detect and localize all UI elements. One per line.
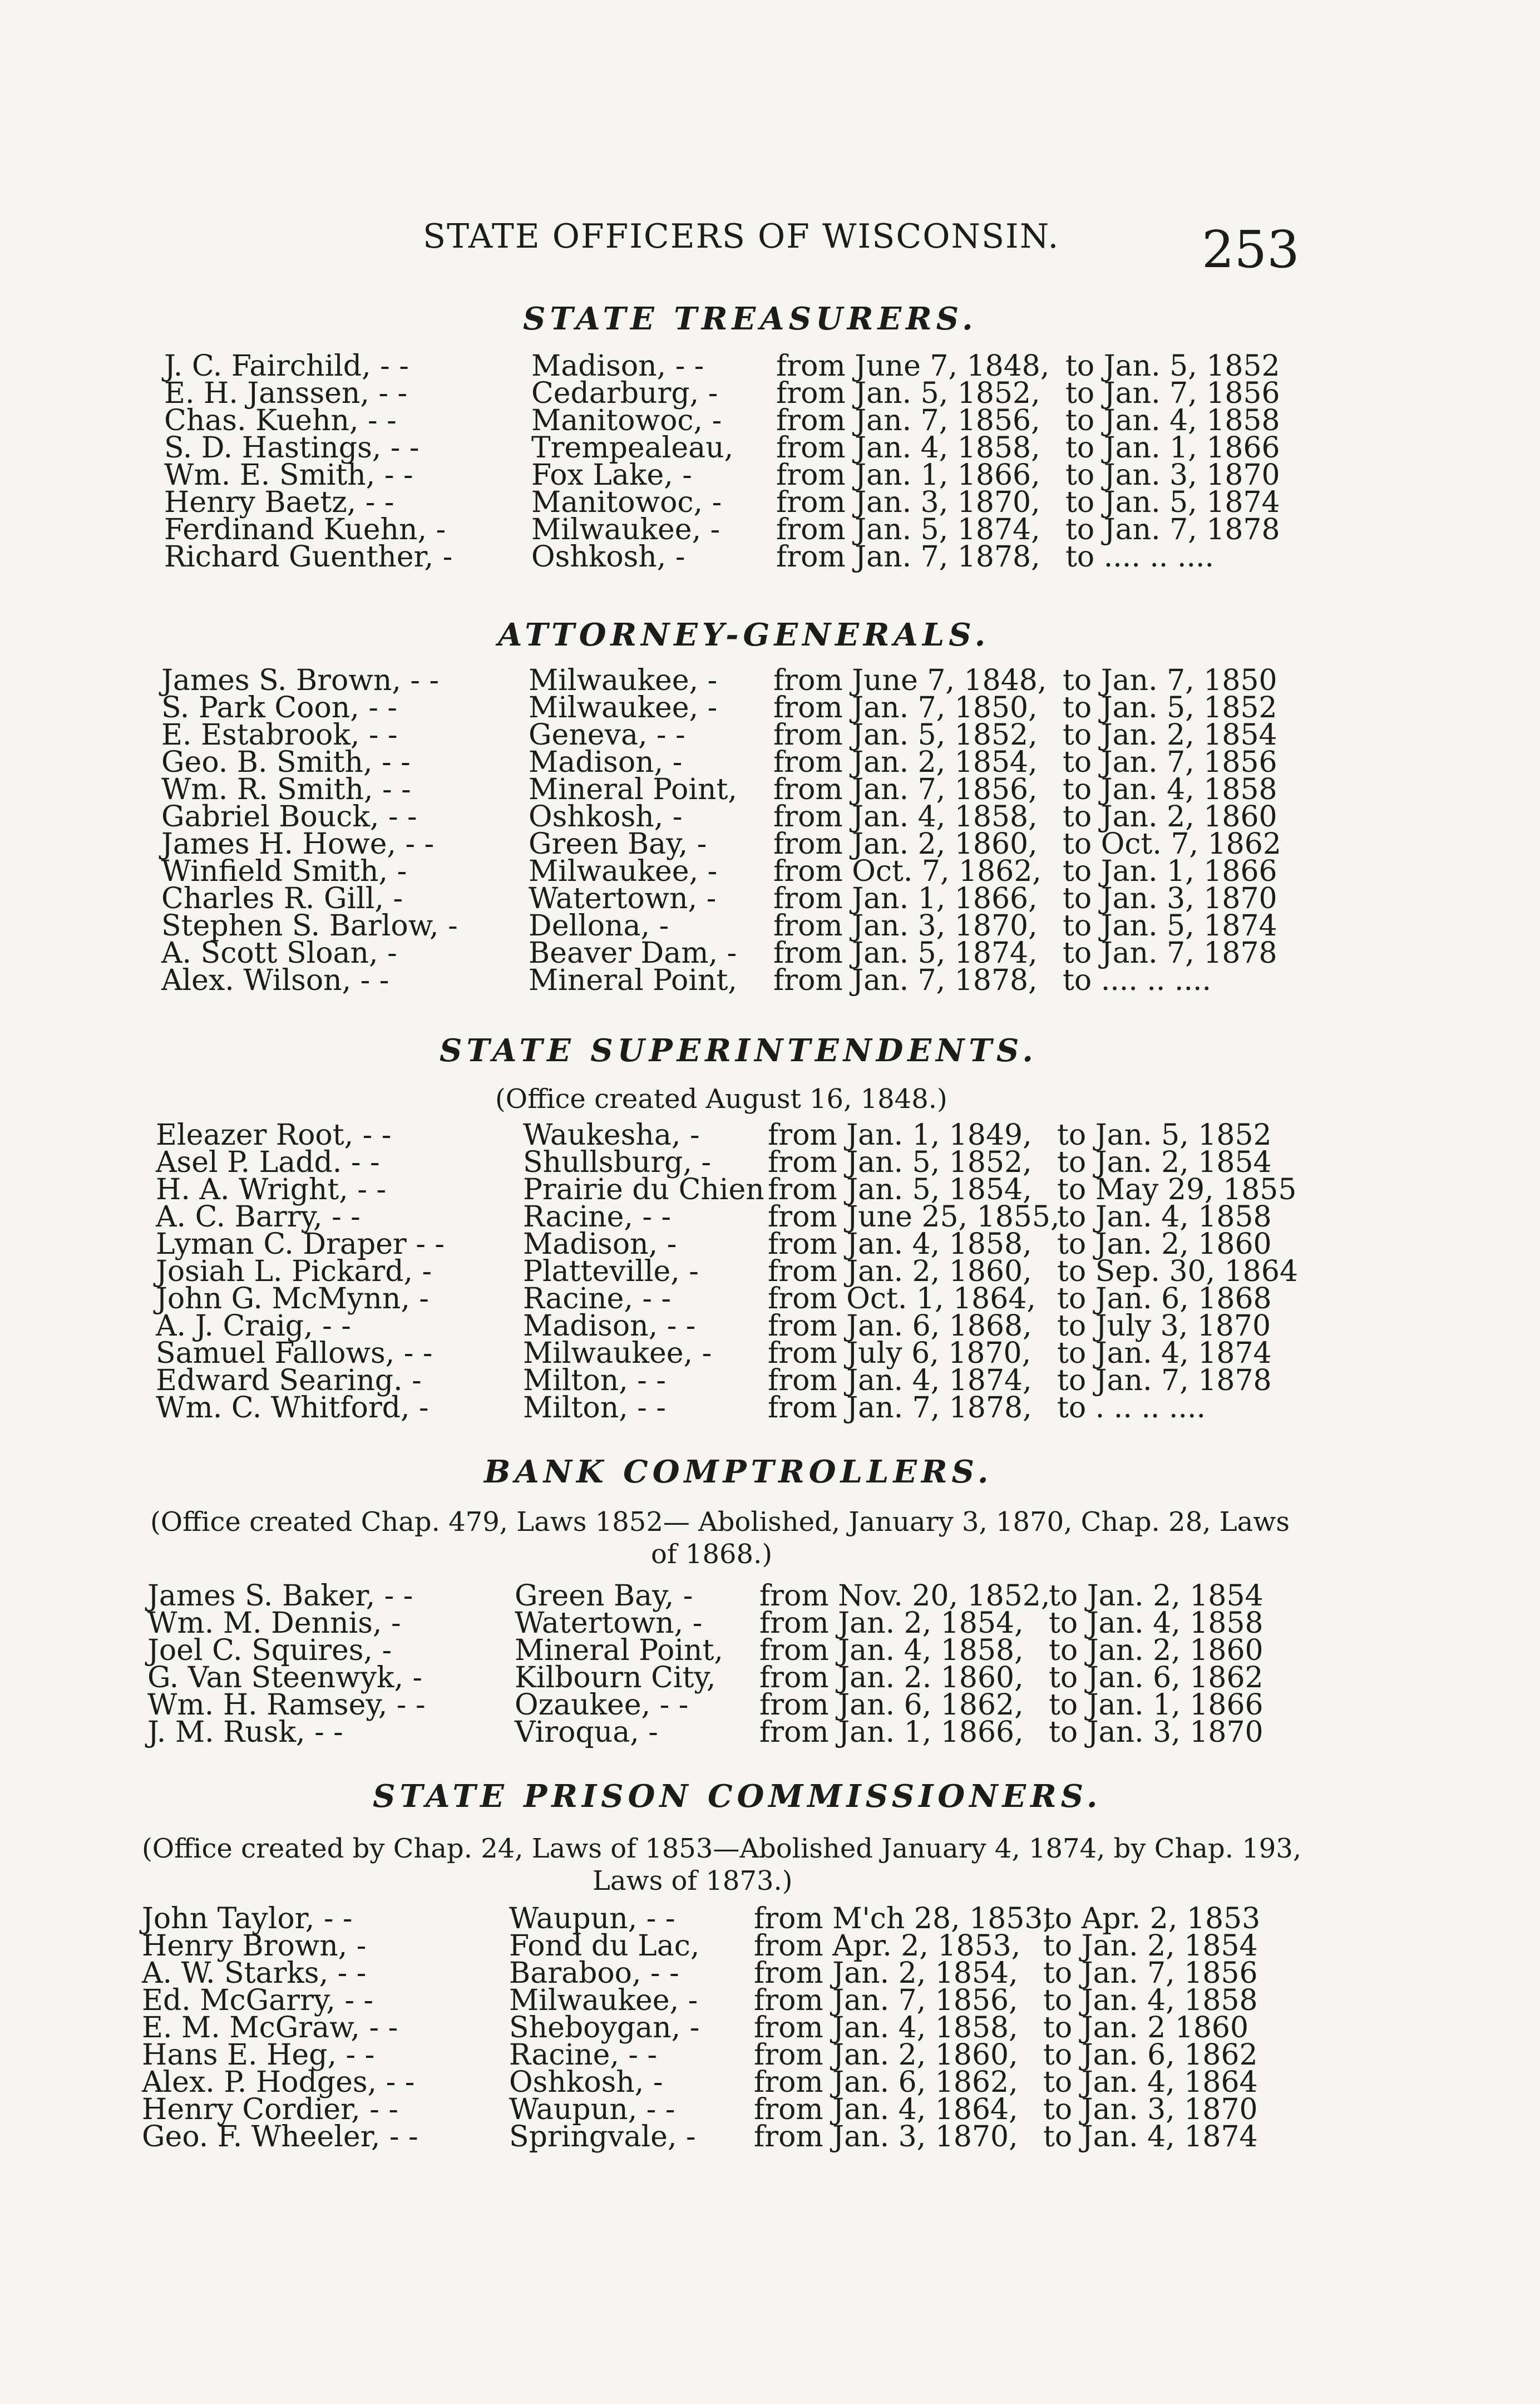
residence: Racine, - - [509,2038,658,2072]
term-end: to Jan. 7, 1856 [1043,1957,1258,1990]
term-start: from Jan. 5, 1852, [768,1146,1032,1179]
officer-name: Wm. E. Smith, - - [164,459,413,492]
term-start: from June 7, 1848, [776,349,1050,383]
term-start: from Jan. 6, 1862, [754,2066,1018,2099]
term-end: to Jan. 4, 1874 [1057,1337,1272,1370]
officer-name: Henry Brown, - [142,1929,367,1963]
term-start: from Jan. 1, 1866, [773,882,1038,915]
term-start: from Jan. 2, 1860, [773,827,1038,861]
prison-note-line2: Laws of 1873.) [593,1865,793,1896]
term-end: to Oct. 7, 1862 [1063,827,1281,861]
term-end: to Jan. 5, 1852 [1065,349,1280,383]
officer-name: Henry Cordier, - - [142,2093,398,2126]
residence: Oshkosh, - [531,540,685,574]
officer-name: Joel C. Squires, - [147,1634,392,1667]
residence: Madison, - [529,746,683,779]
term-start: from Jan. 2, 1854, [773,746,1038,779]
superintendents-note: (Office created August 16, 1848.) [495,1083,947,1115]
term-start: from Jan. 1, 1866, [776,459,1040,492]
term-start: from Nov. 20, 1852, [759,1579,1050,1613]
residence: Mineral Point, [529,773,737,806]
residence: Manitowoc, - [531,486,722,519]
term-start: from Jan. 7, 1856, [754,1984,1018,2017]
residence: Watertown, - [515,1607,703,1640]
term-start: from Jan. 7, 1850, [773,691,1038,725]
residence: Cedarburg, - [531,377,718,410]
term-start: from Jan. 2. 1860, [759,1661,1024,1694]
officer-name: Winfield Smith, - [161,855,407,888]
officer-name: Richard Guenther, - [164,540,453,574]
term-end: to Jan. 4, 1858 [1063,773,1277,806]
residence: Madison, - [523,1228,677,1261]
term-end: to Jan. 4, 1858 [1049,1607,1263,1640]
residence: Madison, - - [523,1309,696,1343]
term-end: to Jan. 1, 1866 [1049,1688,1263,1722]
officer-name: Henry Baetz, - - [164,486,394,519]
term-start: from Jan. 6, 1862, [759,1688,1024,1722]
officer-name: Ed. McGarry, - - [142,1984,374,2017]
residence: Waupun, - - [509,1902,675,1935]
residence: Prairie du Chien [523,1173,764,1206]
term-end: to Jan. 1, 1866 [1065,431,1280,465]
officer-name: John G. McMynn, - [156,1282,430,1316]
residence: Oshkosh, - [529,800,683,834]
residence: Green Bay, - [515,1579,693,1613]
officer-name: Wm. M. Dennis, - [147,1607,401,1640]
term-start: from Jan. 2, 1860, [768,1255,1032,1288]
term-end: to Jan. 2 1860 [1043,2011,1249,2045]
residence: Milwaukee, - [529,855,718,888]
residence: Green Bay, - [529,827,707,861]
term-start: from Jan. 3, 1870, [773,909,1038,943]
residence: Dellona, - [529,909,669,943]
officer-name: Josiah L. Pickard, - [156,1255,432,1288]
residence: Milton, - - [523,1391,666,1425]
officer-name: A. Scott Sloan, - [161,937,397,970]
residence: Milton, - - [523,1364,666,1397]
term-start: from June 25, 1855, [768,1200,1060,1234]
officer-name: James S. Baker, - - [147,1579,413,1613]
officer-name: A. J. Craig, - - [156,1309,351,1343]
term-start: from Jan. 3, 1870, [776,486,1040,519]
officer-name: Alex. P. Hodges, - - [142,2066,415,2099]
residence: Waupun, - - [509,2093,675,2126]
residence: Milwaukee, - [529,691,718,725]
term-start: from Jan. 4, 1858, [773,800,1038,834]
residence: Platteville, - [523,1255,699,1288]
officer-name: Charles R. Gill, - [161,882,403,915]
officer-name: Stephen S. Barlow, - [161,909,458,943]
officer-name: Geo. B. Smith, - - [161,746,411,779]
officer-name: Ferdinand Kuehn, - [164,513,446,546]
term-start: from Oct. 1, 1864, [768,1282,1036,1316]
term-end: to Jan. 5, 1874 [1065,486,1280,519]
residence: Beaver Dam, - [529,937,737,970]
term-end: to Jan. 4, 1864 [1043,2066,1258,2099]
residence: Shullsburg, - [523,1146,712,1179]
term-end: to Jan. 2, 1860 [1057,1228,1272,1261]
residence: Geneva, - - [529,718,685,752]
term-start: from Jan. 7, 1856, [773,773,1038,806]
residence: Ozaukee, - - [515,1688,689,1722]
term-start: from Jan. 7, 1878, [773,964,1038,997]
residence: Viroqua, - [515,1716,658,1749]
term-end: to .... .. .... [1065,540,1215,574]
term-end: to Jan. 5, 1852 [1057,1119,1272,1152]
section-title-treasurers: STATE TREASURERS. [523,300,978,337]
term-start: from Jan. 5, 1874, [773,937,1038,970]
term-start: from Oct. 7, 1862, [773,855,1042,888]
term-start: from Jan. 7, 1878, [776,540,1040,574]
residence: Baraboo, - - [509,1957,679,1990]
comptrollers-note-line2: of 1868.) [651,1539,773,1570]
officer-name: Wm. H. Ramsey, - - [147,1688,426,1722]
officer-name: E. Estabrook, - - [161,718,398,752]
residence: Fond du Lac, [509,1929,700,1963]
term-end: to Jan. 6, 1862 [1043,2038,1258,2072]
term-end: to Jan. 6, 1868 [1057,1282,1272,1316]
term-end: to Jan. 6, 1862 [1049,1661,1263,1694]
residence: Springvale, - [509,2120,696,2154]
residence: Racine, - - [523,1282,672,1316]
term-end: to Jan. 2, 1854 [1049,1579,1263,1613]
section-title-superintendents: STATE SUPERINTENDENTS. [440,1032,1038,1069]
term-start: from Jan. 1, 1866, [759,1716,1024,1749]
prison-note-line1: (Office created by Chap. 24, Laws of 1853—Abolished January 4, 1874, by Chap. 193, [142,1833,1302,1864]
term-end: to Jan. 4, 1858 [1043,1984,1258,2017]
term-end: to Jan. 4, 1874 [1043,2120,1258,2154]
term-start: from Jan. 2, 1860, [754,2038,1018,2072]
comptrollers-note-line1: (Office created Chap. 479, Laws 1852— Abolished, January 3, 1870, Chap. 28, Laws [150,1506,1290,1538]
term-end: to Apr. 2, 1853 [1043,1902,1261,1935]
officer-name: J. C. Fairchild, - - [164,349,409,383]
term-end: to Jan. 7, 1878 [1063,937,1277,970]
officer-name: S. D. Hastings, - - [164,431,419,465]
term-end: to Jan. 7, 1878 [1065,513,1280,546]
officer-name: Hans E. Heg, - - [142,2038,375,2072]
term-end: to Jan. 3, 1870 [1063,882,1277,915]
residence: Fox Lake, - [531,459,692,492]
term-start: from June 7, 1848, [773,664,1047,697]
term-end: to .... .. .... [1063,964,1212,997]
page-number: 253 [1202,220,1300,279]
term-end: to Sep. 30, 1864 [1057,1255,1299,1288]
officer-name: Lyman C. Draper - - [156,1228,445,1261]
officer-name: Edward Searing. - [156,1364,422,1397]
officer-name: S. Park Coon, - - [161,691,397,725]
residence: Milwaukee, - [531,513,720,546]
term-start: from Jan. 5, 1852, [773,718,1038,752]
officer-name: A. W. Starks, - - [142,1957,367,1990]
term-end: to Jan. 7, 1850 [1063,664,1277,697]
term-end: to . .. .. .... [1057,1391,1206,1425]
term-start: from Jan. 5, 1874, [776,513,1040,546]
term-start: from Jan. 4, 1858, [768,1228,1032,1261]
term-start: from Jan. 4, 1864, [754,2093,1018,2126]
term-start: from Jan. 1, 1849, [768,1119,1032,1152]
residence: Sheboygan, - [509,2011,700,2045]
officer-name: John Taylor, - - [142,1902,353,1935]
term-start: from July 6, 1870, [768,1337,1031,1370]
officer-name: Gabriel Bouck, - - [161,800,417,834]
residence: Milwaukee, - [523,1337,712,1370]
residence: Oshkosh, - [509,2066,663,2099]
term-start: from Jan. 2, 1854, [759,1607,1024,1640]
term-start: from Jan. 5, 1852, [776,377,1040,410]
term-end: to Jan. 1, 1866 [1063,855,1277,888]
term-end: to Jan. 3, 1870 [1065,459,1280,492]
residence: Waukesha, - [523,1119,700,1152]
officer-name: E. M. McGraw, - - [142,2011,398,2045]
section-title-prison-commissioners: STATE PRISON COMMISSIONERS. [373,1778,1102,1815]
term-end: to July 3, 1870 [1057,1309,1271,1343]
residence: Mineral Point, [515,1634,723,1667]
officer-name: James H. Howe, - - [161,827,435,861]
officer-name: E. H. Janssen, - - [164,377,408,410]
residence: Milwaukee, - [529,664,718,697]
term-start: from Jan. 4, 1858, [776,431,1040,465]
officer-name: Geo. F. Wheeler, - - [142,2120,418,2154]
term-start: from Jan. 4, 1858, [754,2011,1018,2045]
officer-name: Alex. Wilson, - - [161,964,389,997]
term-start: from Jan. 2, 1854, [754,1957,1018,1990]
term-end: to Jan. 2, 1860 [1049,1634,1263,1667]
residence: Madison, - - [531,349,704,383]
term-end: to Jan. 2, 1854 [1043,1929,1258,1963]
officer-name: G. Van Steenwyk, - [147,1661,423,1694]
officer-name: James S. Brown, - - [161,664,440,697]
term-end: to Jan. 5, 1852 [1063,691,1277,725]
running-head: STATE OFFICERS OF WISCONSIN. [423,217,1060,256]
residence: Milwaukee, - [509,1984,698,2017]
officer-name: Asel P. Ladd. - - [156,1146,380,1179]
officer-name: Eleazer Root, - - [156,1119,392,1152]
officer-name: Wm. R. Smith, - - [161,773,411,806]
term-end: to Jan. 7, 1878 [1057,1364,1272,1397]
term-start: from Jan. 4, 1858, [759,1634,1024,1667]
term-end: to May 29, 1855 [1057,1173,1297,1206]
term-end: to Jan. 7, 1856 [1065,377,1280,410]
term-end: to Jan. 3, 1870 [1043,2093,1258,2126]
term-start: from Jan. 7, 1856, [776,404,1040,437]
officer-name: Wm. C. Whitford, - [156,1391,429,1425]
term-start: from Jan. 5, 1854, [768,1173,1032,1206]
residence: Kilbourn City, [515,1661,716,1694]
term-start: from Apr. 2, 1853, [754,1929,1021,1963]
term-end: to Jan. 2, 1854 [1063,718,1277,752]
term-end: to Jan. 5, 1874 [1063,909,1277,943]
residence: Mineral Point, [529,964,737,997]
section-title-bank-comptrollers: BANK COMPTROLLERS. [484,1454,993,1490]
term-end: to Jan. 2, 1854 [1057,1146,1272,1179]
officer-name: Samuel Fallows, - - [156,1337,433,1370]
term-start: from Jan. 7, 1878, [768,1391,1032,1425]
term-start: from Jan. 4, 1874, [768,1364,1032,1397]
term-end: to Jan. 7, 1856 [1063,746,1277,779]
term-end: to Jan. 4, 1858 [1057,1200,1272,1234]
residence: Racine, - - [523,1200,672,1234]
officer-name: Chas. Kuehn, - - [164,404,397,437]
residence: Manitowoc, - [531,404,722,437]
residence: Trempealeau, [531,431,734,465]
residence: Watertown, - [529,882,717,915]
term-start: from Jan. 6, 1868, [768,1309,1032,1343]
officer-name: A. C. Barry, - - [156,1200,361,1234]
term-start: from M'ch 28, 1853, [754,1902,1053,1935]
term-end: to Jan. 2, 1860 [1063,800,1277,834]
officer-name: H. A. Wright, - - [156,1173,387,1206]
section-title-attorney-generals: ATTORNEY-GENERALS. [498,617,990,653]
term-start: from Jan. 3, 1870, [754,2120,1018,2154]
term-end: to Jan. 3, 1870 [1049,1716,1263,1749]
officer-name: J. M. Rusk, - - [147,1716,343,1749]
term-end: to Jan. 4, 1858 [1065,404,1280,437]
